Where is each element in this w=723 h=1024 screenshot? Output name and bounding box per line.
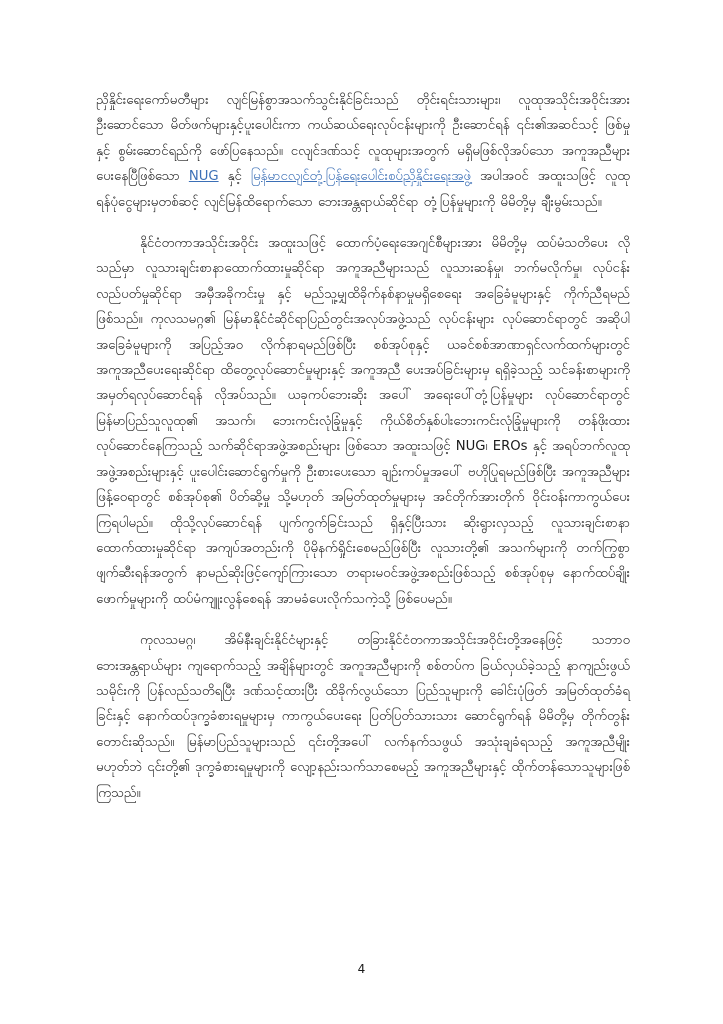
- document-page: [96, 88, 630, 822]
- paragraph-1-text-a: ညှိနှိုင်းရေးကော်မတီများ လျင်မြန်စွာအသက်သွင်းနိုင်ခြင်းသည် တိုင်းရင်းသားများ၊ လူထုအသိုင်းအဝိုင်းအား ဦးဆောင်သော မိတ်ဖက်များနှင့်ပူးပေါင်းကာ ကယ်ဆယ်ရေးလုပ်ငန်းများကို ဦးဆောင်ရန် ၎င်း၏အဆင်သင့် ဖြစ်မှုနှင့် စွမ်းဆောင်ရည်ကို ဖော်ပြနေသည်။ ငလျင်ဒဏ်သင့် လူထုများအတွက် မရှိမဖြစ်လိုအပ်သော အကူအညီများ ပေးနေပြီဖြစ်သော: [96, 93, 630, 185]
- page-number: 4: [357, 962, 366, 976]
- paragraph-3: ကုလသမဂ္ဂ၊ အိမ်နီးချင်းနိုင်ငံများနှင့် တခြားနိုင်ငံတကာအသိုင်းအဝိုင်းတို့အနေဖြင့် သဘာဝ ဘေးအန္တရာယ်များ ကျရောက်သည့် အချိန်များတွင် အကူအညီများကို စစ်တပ်က ခြယ်လှယ်ခဲ့သည့် နာကျည်းဖွယ်သမိုင်းကို ပြန်လည်သတိရပြီး ဒဏ်သင့်ထားပြီး ထိခိုက်လွယ်သော ပြည်သူများကို ခေါင်းပုံဖြတ် အမြတ်ထုတ်ခံရခြင်းနှင့် နောက်ထပ်ဒုက္ခခံစားရမှုများမှ ကာကွယ်ပေးရေး ပြတ်ပြတ်သားသား ဆောင်ရွက်ရန် မိမိတို့မှ တိုက်တွန်းတောင်းဆိုသည်။ မြန်မာပြည်သူများသည် ၎င်းတို့အပေါ် လက်နက်သဖွယ် အသုံးချခံရသည့် အကူအညီမျိုး မဟုတ်ဘဲ ၎င်းတို့၏ ဒုက္ခခံစားရမှုများကို လျော့နည်းသက်သာစေမည့် အကူအညီများနှင့် ထိုက်တန်သောသူများဖြစ်ကြသည်။: [96, 633, 630, 801]
- paragraph-1-text-c: အပါအဝင် အထူးသဖြင့် လူထုရန်ပုံငွေများမှတစ်ဆင့် လျင်မြန်ထိရောက်သော ဘေးအန္တရာယ်ဆိုင်ရာ တုံ့ပြန်မှုများကို မိမိတို့မှ ချီးမွမ်းသည်။: [96, 169, 630, 210]
- paragraph-1: [96, 88, 630, 215]
- paragraph-2: နိုင်ငံတကာအသိုင်းအဝိုင်း အထူးသဖြင့် ထောက်ပံ့ရေးအေဂျင်စီများအား မိမိတို့မှ ထပ်မံသတိပေး လိုသည်မှာ လူသားချင်းစာနာထောက်ထားမှုဆိုင်ရာ အကူအညီများသည် လူသားဆန်မှု၊ ဘက်မလိုက်မှု၊ လုပ်ငန်းလည်ပတ်မှုဆိုင်ရာ အမှီအခိုကင်းမှု နှင့် မည်သူ့မျှထိခိုက်နစ်နာမှုမရှိစေရေး အခြေခံမူများနှင့် ကိုက်ညီရမည်ဖြစ်သည်။ ကုလသမဂ္ဂ၏ မြန်မာနိုင်ငံဆိုင်ရာပြည်တွင်းအလုပ်အဖွဲ့သည် လုပ်ငန်းများ လုပ်ဆောင်ရာတွင် အဆိုပါအခြေခံမူများကို အပြည့်အဝ လိုက်နာရမည်ဖြစ်ပြီး စစ်အုပ်စုနှင့် ယခင်စစ်အာဏာရှင်လက်ထက်များတွင် အကူအညီပေးရေးဆိုင်ရာ ထိတွေ့လုပ်ဆောင်မှုများနှင့် အကူအညီ ပေးအပ်ခြင်းများမှ ရရှိခဲ့သည့် သင်ခန်းစာများကို အမှတ်ရလုပ်ဆောင်ရန် လိုအပ်သည်။ ယခုကပ်ဘေးဆိုး အပေါ် အရေးပေါ်တုံ့ပြန်မှုများ လုပ်ဆောင်ရာတွင် မြန်မာပြည်သူလူထု၏ အသက်၊ ဘေးကင်းလုံခြုံမှုနှင့် ကိုယ်စိတ်နှစ်ပါးဘေးကင်းလုံခြုံမှုများကို တန်ဖိုးထားလုပ်ဆောင်နေကြသည့် သက်ဆိုင်ရာအဖွဲ့အစည်းများ ဖြစ်သော အထူးသဖြင့် NUG၊ EROs နှင့် အရပ်ဘက်လူထုအဖွဲ့အစည်းများနှင့် ပူးပေါင်းဆောင်ရွက်မှုကို ဦးစားပေးသော ချဉ်းကပ်မှုအပေါ် ဗဟိုပြုရမည်ဖြစ်ပြီး အကူအညီများဖြန့်ဝေရာတွင် စစ်အုပ်စု၏ ပိတ်ဆို့မှု သို့မဟုတ် အမြတ်ထုတ်မှုများမှ အင်တိုက်အားတိုက် ဝိုင်းဝန်းကာကွယ်ပေးကြရပါမည်။ ထိုသို့လုပ်ဆောင်ရန် ပျက်ကွက်ခြင်းသည် ရှိနှင့်ပြီးသား ဆိုးရွားလှသည့် လူသားချင်းစာနာထောက်ထားမှုဆိုင်ရာ အကျပ်အတည်းကို ပိုမိုနက်ရှိုင်းစေမည်ဖြစ်ပြီး လူသားတို့၏ အသက်များကို တက်ကြွစွာဖျက်ဆီးရန်အတွက် နာမည်ဆိုးဖြင့်ကျော်ကြားသော တရားမဝင်အဖွဲ့အစည်းဖြစ်သည့် စစ်အုပ်စုမှ နောက်ထပ်ချိုးဖောက်မှုများကို ထပ်မံကျူးလွန်စေရန် အာမခံပေးလိုက်သကဲ့သို့ ဖြစ်ပေမည်။: [96, 236, 630, 607]
- paragraph-1-text-b: နှင့်: [218, 169, 251, 185]
- myanmar-earthquake-coordination-link[interactable]: မြန်မာငလျင်တုံ့ပြန်ရေးပေါင်းစပ်ညှိနှိုင်းရေးအဖွဲ့: [250, 169, 471, 185]
- nug-link[interactable]: NUG: [188, 169, 219, 185]
